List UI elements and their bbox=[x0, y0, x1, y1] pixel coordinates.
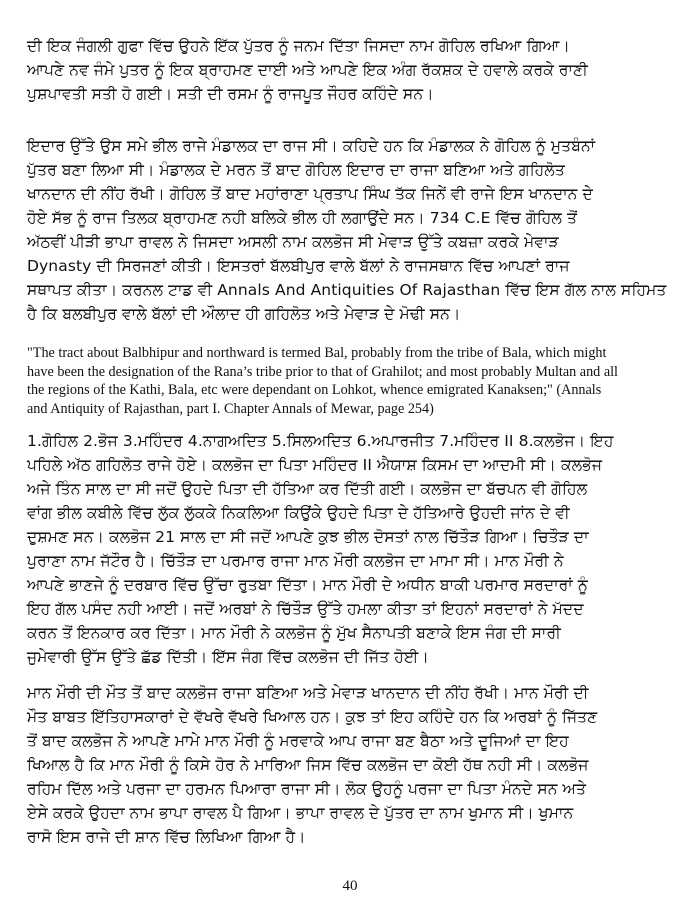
text-line: ਜੁਮੇਵਾਰੀ ਉੱਸ ਉੱਤੇ ਛੱਡ ਦਿੱਤੀ। ਇੱਸ ਜੰਗ ਵਿੱਚ ਕਲਭੋਜ ਦੀ ਜਿੱਤ ਹੋਈ। bbox=[27, 648, 429, 666]
text-line: ਕਰਨ ਤੋਂ ਇਨਕਾਰ ਕਰ ਦਿੱਤਾ। ਮਾਨ ਮੌਰੀ ਨੇ ਕਲਭੋਜ ਨੂੰ ਮੁੱਖ ਸੈਨਾਪਤੀ ਬਣਾਕੇ ਇਸ ਜੰਗ ਦੀ ਸਾਰੀ bbox=[27, 624, 561, 642]
text-line: ਦੀ ਇਕ ਜੰਗਲੀ ਗੁਫਾ ਵਿੱਚ ਉਹਨੇ ਇੱਕ ਪੁੱਤਰ ਨੂੰ ਜਨਮ ਦਿੱਤਾ ਜਿਸਦਾ ਨਾਮ ਗੋਹਿਲ ਰਖਿਆ ਗਿਆ। bbox=[27, 37, 570, 55]
text-line: ਆਪਣੇ ਨਵ ਜੰਮੇ ਪੁਤਰ ਨੂੰ ਇਕ ਬ੍ਰਾਹਮਣ ਦਾਈ ਅਤੇ ਆਪਣੇ ਇਕ ਅੰਗ ਰੱਕਸ਼ਕ ਦੇ ਹਵਾਲੇ ਕਰਕੇ ਰਾਣੀ bbox=[27, 61, 588, 79]
quote-line: "The tract about Balbhipur and northward is termed Bal, probably from the tribe of Bala, which might bbox=[27, 345, 607, 361]
text-line: ਇਦਾਰ ਉੱਤੇ ਉਸ ਸਮੇ ਭੀਲ ਰਾਜੇ ਮੰਡਾਲਕ ਦਾ ਰਾਜ ਸੀ। ਕਹਿਦੇ ਹਨ ਕਿ ਮੰਡਾਲਕ ਨੇ ਗੋਹਿਲ ਨੂੰ ਮੁਤਬੰਨਾਂ bbox=[27, 137, 596, 155]
text-line: ਅਜੇ ਤਿੰਨ ਸਾਲ ਦਾ ਸੀ ਜਦੋਂ ਉਹਦੇ ਪਿਤਾ ਦੀ ਹੱਤਿਆ ਕਰ ਦਿੱਤੀ ਗਈ। ਕਲਭੋਜ ਦਾ ਬੱਚਪਨ ਵੀ ਗੋਹਿਲ bbox=[27, 480, 588, 498]
text-line: Dynasty ਦੀ ਸਿਰਜਣਾਂ ਕੀਤੀ। ਇਸਤਰਾਂ ਬੱਲਬੀਪੁਰ ਵਾਲੇ ਬੱਲਾਂ ਨੇ ਰਾਜਸਥਾਨ ਵਿੱਚ ਆਪਣਾਂ ਰਾਜ bbox=[27, 257, 570, 275]
quote-line: have been the designation of the Rana’s tribe prior to that of Grahilot; and most probably Multan and all bbox=[27, 363, 618, 380]
text-line: ਹੈ ਕਿ ਬਲਬੀਪੁਰ ਵਾਲੇ ਬੱਲਾਂ ਦੀ ਔਲਾਦ ਹੀ ਗਹਿਲੋਤ ਅਤੇ ਮੇਵਾੜ ਦੇ ਮੋਢੀ ਸਨ। bbox=[27, 305, 461, 323]
english-quote-block bbox=[27, 344, 677, 418]
text-line: ਮੌਤ ਬਾਬਤ ਇੱਤਿਹਾਸਕਾਰਾਂ ਦੇ ਵੱਖਰੇ ਵੱਖਰੇ ਖਿਆਲ ਹਨ। ਕੁਝ ਤਾਂ ਇਹ ਕਹਿੰਦੇ ਹਨ ਕਿ ਅਰਬਾਂ ਨੂੰ ਜਿੱਤਣ bbox=[27, 708, 598, 726]
text-line: ਪੁਸ਼ਪਾਵਤੀ ਸਤੀ ਹੋ ਗਈ। ਸਤੀ ਦੀ ਰਸਮ ਨੂੰ ਰਾਜਪੂਤ ਜੌਹਰ ਕਹਿੰਦੇ ਸਨ। bbox=[27, 85, 434, 103]
text-line: ਖਾਨਦਾਨ ਦੀ ਨੀਂਹ ਰੱਖੀ। ਗੋਹਿਲ ਤੋਂ ਬਾਦ ਮਹਾਂਰਾਣਾ ਪ੍ਰਤਾਪ ਸਿੰਘ ਤੱਕ ਜਿਨੇਂ ਵੀ ਰਾਜੇ ਇਸ ਖਾਨਦਾਨ ਦੇ bbox=[27, 185, 593, 203]
text-line: ਹੋਏ ਸੱਭ ਨੂੰ ਰਾਜ ਤਿਲਕ ਬ੍ਰਾਹਮਣ ਨਹੀ ਬਲਿਕੇ ਭੀਲ ਹੀ ਲਗਾਉਂਦੇ ਸਨ। 734 C.E ਵਿੱਚ ਗੋਹਿਲ ਤੋਂ bbox=[27, 209, 577, 227]
text-line: ਪਹਿਲੇ ਅੱਠ ਗਹਿਲੋਤ ਰਾਜੇ ਹੋਏ। ਕਲਭੋਜ ਦਾ ਪਿਤਾ ਮਹਿੰਦਰ II ਐਯਾਸ਼ ਕਿਸਮ ਦਾ ਆਦਮੀ ਸੀ। ਕਲਭੋਜ bbox=[27, 456, 603, 474]
text-line: ਮਾਨ ਮੌਰੀ ਦੀ ਮੌਤ ਤੋਂ ਬਾਦ ਕਲਭੋਜ ਰਾਜਾ ਬਣਿਆ ਅਤੇ ਮੇਵਾੜ ਖਾਨਦਾਨ ਦੀ ਨੀਂਹ ਰੱਖੀ। ਮਾਨ ਮੌਰੀ ਦੀ bbox=[27, 684, 589, 702]
text-line: ਤੋਂ ਬਾਦ ਕਲਭੋਜ ਨੇ ਆਪਣੇ ਮਾਮੇ ਮਾਨ ਮੌਰੀ ਨੂੰ ਮਰਵਾਕੇ ਆਪ ਰਾਜਾ ਬਣ ਬੈਠਾ ਅਤੇ ਦੂਜਿਆਂ ਦਾ ਇਹ bbox=[27, 732, 569, 750]
text-line: ਪੁੱਤਰ ਬਣਾ ਲਿਆ ਸੀ। ਮੰਡਾਲਕ ਦੇ ਮਰਨ ਤੋਂ ਬਾਦ ਗੋਹਿਲ ਇਦਾਰ ਦਾ ਰਾਜਾ ਬਣਿਆ ਅਤੇ ਗਹਿਲੋਤ bbox=[27, 161, 565, 179]
text-line: ਰਹਿਮ ਦਿੱਲ ਅਤੇ ਪਰਜਾ ਦਾ ਹਰਮਨ ਪਿਆਰਾ ਰਾਜਾ ਸੀ। ਲੋਕ ਉਹਨੂੰ ਪਰਜਾ ਦਾ ਪਿਤਾ ਮੰਨਦੇ ਸਨ ਅਤੇ bbox=[27, 780, 586, 798]
paragraph-man-mori-death bbox=[27, 681, 677, 849]
text-line: ਆਪਣੇ ਭਾਣਜੇ ਨੂੰ ਦਰਬਾਰ ਵਿੱਚ ਉੱਚਾ ਰੁਤਬਾ ਦਿੱਤਾ। ਮਾਨ ਮੌਰੀ ਦੇ ਅਧੀਨ ਬਾਕੀ ਪਰਮਾਰ ਸਰਦਾਰਾਂ ਨੂੰ bbox=[27, 576, 588, 594]
text-line: ਖਿਆਲ ਹੈ ਕਿ ਮਾਨ ਮੌਰੀ ਨੂੰ ਕਿਸੇ ਹੋਰ ਨੇ ਮਾਰਿਆ ਜਿਸ ਵਿੱਚ ਕਲਭੋਜ ਦਾ ਕੋਈ ਹੱਥ ਨਹੀ ਸੀ। ਕਲਭੋਜ bbox=[27, 756, 589, 774]
text-line: ਪੁਰਾਣਾ ਨਾਮ ਜੱਟੌਰ ਹੈ। ਚਿੱਤੌੜ ਦਾ ਪਰਮਾਰ ਰਾਜਾ ਮਾਨ ਮੌਰੀ ਕਲਭੋਜ ਦਾ ਮਾਮਾ ਸੀ। ਮਾਨ ਮੌਰੀ ਨੇ bbox=[27, 552, 564, 570]
paragraph-gohil-birth bbox=[27, 34, 677, 106]
text-line: ਦੁਸ਼ਮਣ ਸਨ। ਕਲਭੋਜ 21 ਸਾਲ ਦਾ ਸੀ ਜਦੋਂ ਆਪਣੇ ਕੁਝ ਭੀਲ ਦੋਸਤਾਂ ਨਾਲ ਚਿੱਤੌੜ ਗਿਆ। ਚਿਤੌੜ ਦਾ bbox=[27, 528, 589, 546]
text-line: ਅੱਠਵੀਂ ਪੀੜੀ ਭਾਪਾ ਰਾਵਲ ਨੇ ਜਿਸਦਾ ਅਸਲੀ ਨਾਮ ਕਲਭੋਜ ਸੀ ਮੇਵਾੜ ਉੱਤੇ ਕਬਜ਼ਾ ਕਰਕੇ ਮੇਵਾੜ bbox=[27, 233, 559, 251]
quote-line: and Antiquity of Rajasthan, part I. Chapter Annals of Mewar, page 254) bbox=[27, 400, 434, 417]
text-line: ਰਾਸੋ ਇਸ ਰਾਜੇ ਦੀ ਸ਼ਾਨ ਵਿੱਚ ਲਿਖਿਆ ਗਿਆ ਹੈ। bbox=[27, 828, 306, 846]
quote-line: the regions of the Kathi, Bala, etc were dependant on Lohkot, whence emigrated Kanaksen;" (Annals bbox=[27, 382, 602, 398]
paragraph-idar-mandalak bbox=[27, 134, 677, 326]
paragraph-king-list bbox=[27, 429, 677, 669]
page-number: 40 bbox=[342, 878, 358, 894]
text-line: ਵਾਂਗ ਭੀਲ ਕਬੀਲੇ ਵਿੱਚ ਲੁੱਕ ਲੁੱਕਕੇ ਨਿਕਲਿਆ ਕਿਉਂਕੇ ਉਹਦੇ ਪਿਤਾ ਦੇ ਹੱਤਿਆਰੇ ਉਹਦੀ ਜਾਂਨ ਦੇ ਵੀ bbox=[27, 504, 570, 522]
text-line: ਇਹ ਗੱਲ ਪਸੰਦ ਨਹੀ ਆਈ। ਜਦੋਂ ਅਰਬਾਂ ਨੇ ਚਿੱਤੌੜ ਉੱਤੇ ਹਮਲਾ ਕੀਤਾ ਤਾਂ ਇਹਨਾਂ ਸਰਦਾਰਾਂ ਨੇ ਮੱਦਦ bbox=[27, 600, 584, 618]
text-line: ਏਸੇ ਕਰਕੇ ਉਹਦਾ ਨਾਮ ਭਾਪਾ ਰਾਵਲ ਪੈ ਗਿਆ। ਭਾਪਾ ਰਾਵਲ ਦੇ ਪੁੱਤਰ ਦਾ ਨਾਮ ਖੁਮਾਨ ਸੀ। ਖੁਮਾਨ bbox=[27, 804, 574, 822]
text-line: 1.ਗੋਹਿਲ 2.ਭੋਜ 3.ਮਹਿੰਦਰ 4.ਨਾਗਅਦਿਤ 5.ਸਿਲਅਦਿਤ 6.ਅਪਾਰਜੀਤ 7.ਮਹਿੰਦਰ II 8.ਕਲਭੋਜ। ਇਹ bbox=[27, 432, 614, 450]
text-line: ਸਥਾਪਤ ਕੀਤਾ। ਕਰਨਲ ਟਾਡ ਵੀ Annals And Antiquities Of Rajasthan ਵਿੱਚ ਇਸ ਗੱਲ ਨਾਲ ਸਹਿਮਤ bbox=[27, 281, 667, 299]
